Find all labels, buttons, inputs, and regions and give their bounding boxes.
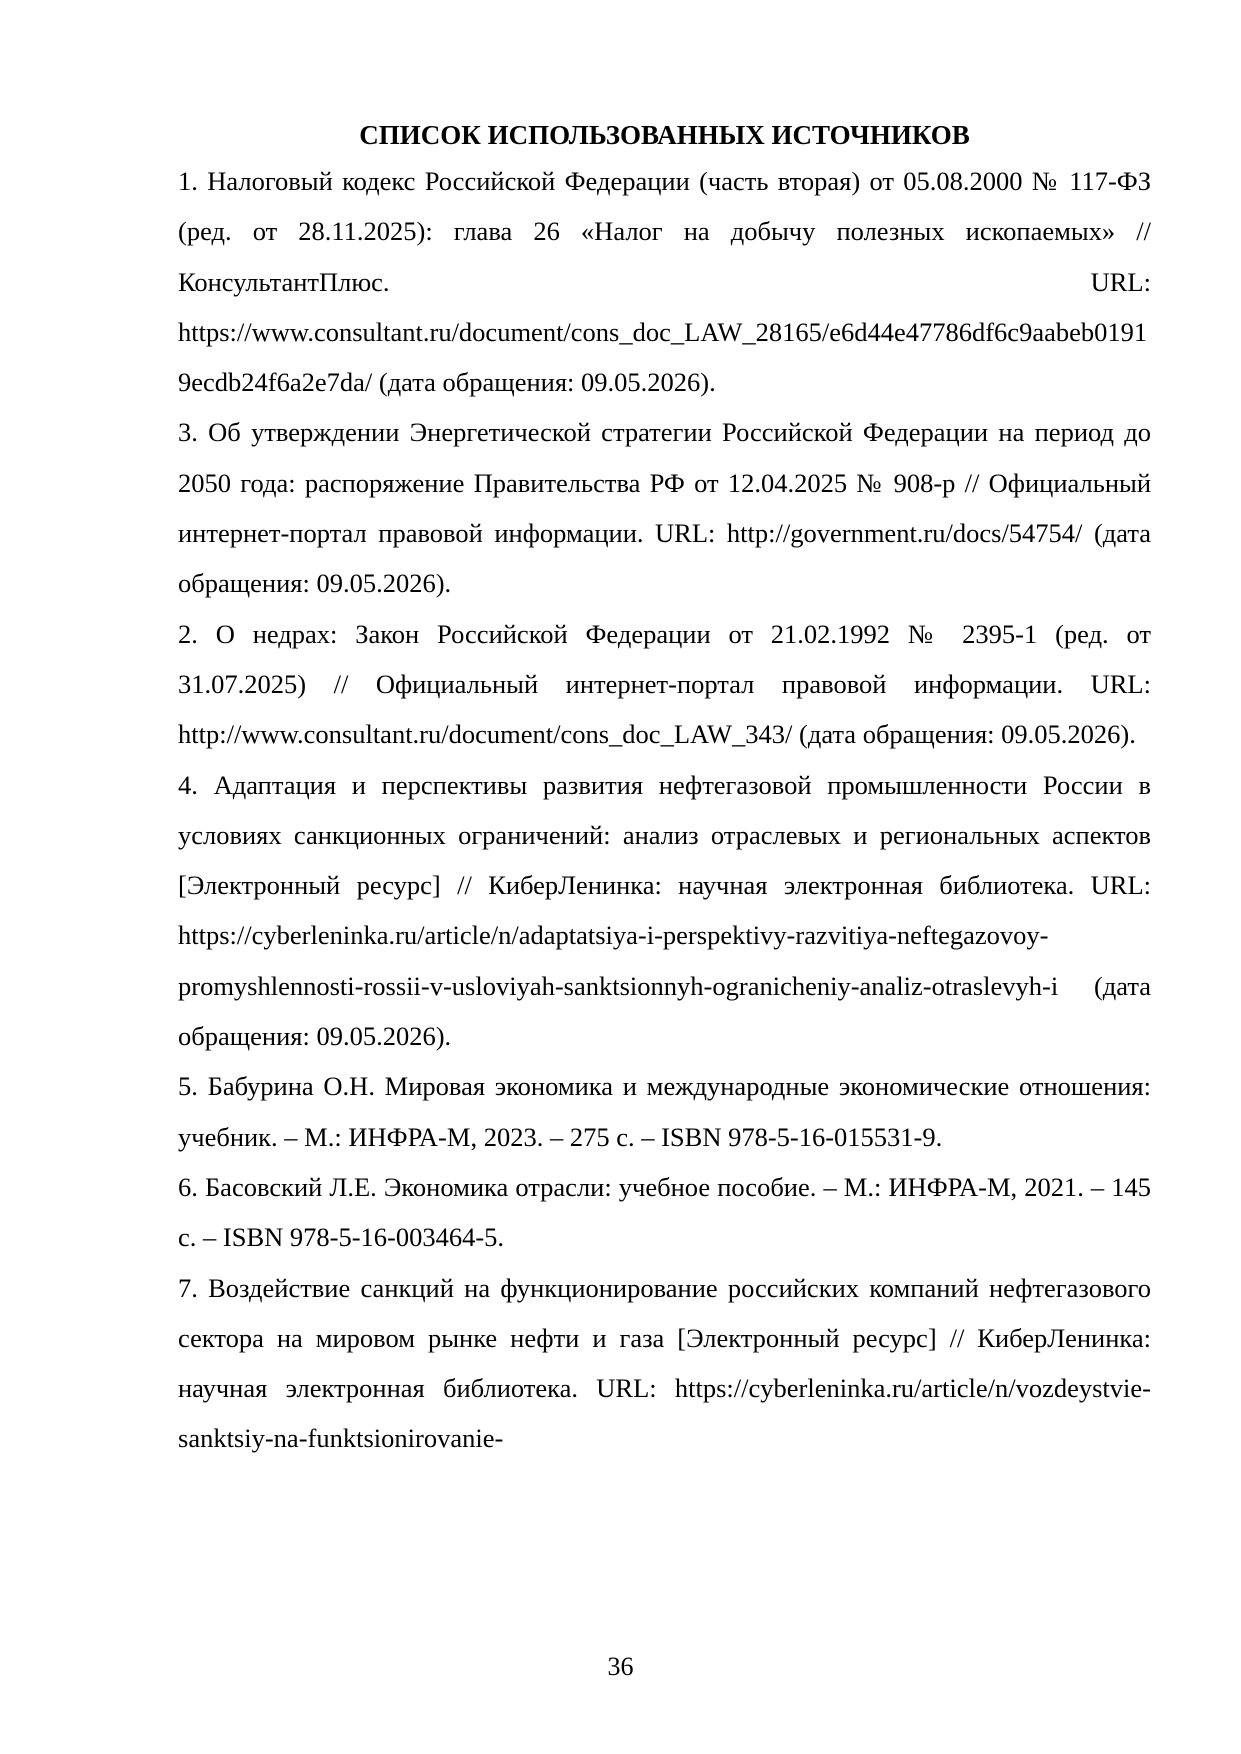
reference-item xyxy=(178,407,1151,608)
reference-number: 7. xyxy=(178,1272,198,1303)
reference-text: О недрах: Закон Российской Федерации от 21.02.1992 № 2395-1 (ред. от 31.07.2025) // Официальный интернет-портал правовой информации. URL: http://www.consultant.ru/document/cons_doc_LAW_343/ (дата обращения: 09.05.2026). xyxy=(178,618,1151,750)
reference-number: 4. xyxy=(178,769,198,800)
page-title: СПИСОК ИСПОЛЬЗОВАННЫХ ИСТОЧНИКОВ xyxy=(359,120,970,150)
reference-item xyxy=(178,1162,1151,1263)
reference-item xyxy=(178,1263,1151,1464)
reference-number: 6. xyxy=(178,1171,198,1202)
reference-text: Адаптация и перспективы развития нефтегазовой промышленности России в условиях санкционных ограничений: анализ отраслевых и региональных аспектов [Электронный ресурс] // КиберЛенинка: научная электронная библиотека. URL: https://cyberleninka.ru/article/n/adaptatsiya-i-perspektivy-razvitiya-neftegazovoy-promyshlennosti-rossii-v-usloviyah-sanktsionnyh-ogranicheniy-analiz-otraslevyh-i (дата обращения: 09.05.2026). xyxy=(178,769,1152,1052)
page-number: 36 xyxy=(607,1652,634,1681)
reference-number: 5. xyxy=(178,1071,198,1102)
reference-text: Воздействие санкций на функционирование российских компаний нефтегазового сектора на мировом рынке нефти и газа [Электронный ресурс] // КиберЛенинка: научная электронная библиотека. URL: https://cyberleninka.ru/article/n/vozdeystvie-sanktsiy-na-funktsionirovanie- xyxy=(178,1272,1152,1454)
reference-item xyxy=(178,156,1151,407)
reference-item xyxy=(178,609,1151,760)
reference-text: Басовский Л.Е. Экономика отрасли: учебное пособие. – М.: ИНФРА-М, 2021. – 145 с. – ISBN 978-5-16-003464-5. xyxy=(178,1171,1152,1253)
reference-item xyxy=(178,760,1151,1062)
reference-number: 1. xyxy=(178,166,198,196)
reference-item xyxy=(178,1061,1151,1162)
reference-text: Бабурина О.Н. Мировая экономика и международные экономические отношения: учебник. – М.: ИНФРА-М, 2023. – 275 с. – ISBN 978-5-16-015531-9. xyxy=(178,1071,1151,1152)
reference-list xyxy=(178,156,1151,1464)
reference-text: Об утверждении Энергетической стратегии Российской Федерации на период до 2050 года: распоряжение Правительства РФ от 12.04.2025 № 908-р // Официальный интернет-портал правовой информации. URL: http://government.ru/docs/54754/ (дата обращения: 09.05.2026). xyxy=(178,417,1151,599)
reference-number: 2. xyxy=(178,618,198,649)
reference-text: Налоговый кодекс Российской Федерации (часть вторая) от 05.08.2000 № 117-ФЗ (ред. от 28.11.2025): глава 26 «Налог на добычу полезных ископаемых» // КонсультантПлюс. URL: https://www.consultant.ru/document/cons_doc_LAW_28165/e6d44e47786df6c9aabeb01919ecdb24f6a2e7da/ (дата обращения: 09.05.2026). xyxy=(178,166,1152,398)
reference-number: 3. xyxy=(178,417,198,448)
